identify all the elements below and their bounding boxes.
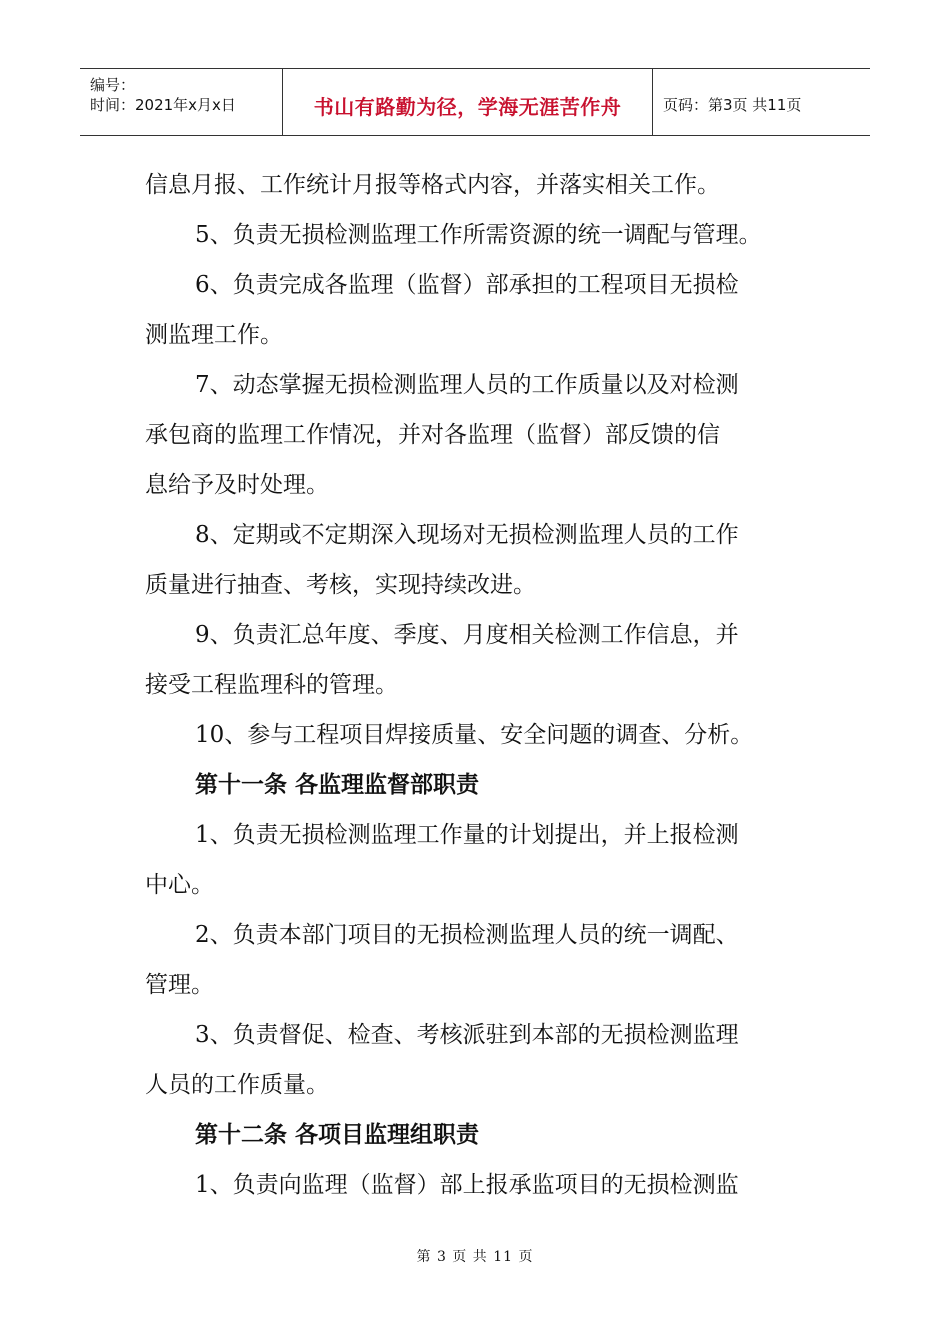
body-line: 质量进行抽查、考核，实现持续改进。 [145,572,536,598]
document-number-label: 编号： [90,76,136,94]
body-line: 1、负责无损检测监理工作量的计划提出，并上报检测 [195,822,739,848]
body-line: 1、负责向监理（监督）部上报承监项目的无损检测监 [195,1172,739,1198]
body-line: 7、动态掌握无损检测监理人员的工作质量以及对检测 [195,372,739,398]
body-line: 测监理工作。 [145,322,283,348]
section-heading: 第十二条 各项目监理组职责 [195,1121,480,1148]
document-body [145,160,810,1210]
body-line: 3、负责督促、检查、考核派驻到本部的无损检测监理 [195,1022,739,1048]
section-heading: 第十一条 各监理监督部职责 [195,771,480,798]
body-line: 息给予及时处理。 [145,472,329,498]
body-line: 信息月报、工作统计月报等格式内容，并落实相关工作。 [145,172,720,198]
header-motto-cell [283,69,653,135]
body-line: 8、定期或不定期深入现场对无损检测监理人员的工作 [195,522,739,548]
body-line: 接受工程监理科的管理。 [145,672,398,698]
page-header [80,68,870,136]
body-line: 2、负责本部门项目的无损检测监理人员的统一调配、 [195,922,739,948]
body-line: 10、参与工程项目焊接质量、安全问题的调查、分析。 [195,722,754,748]
body-line: 中心。 [145,872,214,898]
header-motto: 书山有路勤为径，学海无涯苦作舟 [313,94,622,119]
body-line: 5、负责无损检测监理工作所需资源的统一调配与管理。 [195,222,762,248]
body-line: 9、负责汇总年度、季度、月度相关检测工作信息，并 [195,622,739,648]
header-page-cell [653,69,870,135]
body-line: 人员的工作质量。 [145,1072,329,1098]
body-line: 6、负责完成各监理（监督）部承担的工程项目无损检 [195,272,739,298]
document-date-label: 时间：2021年x月x日 [90,96,236,114]
header-meta-cell [80,69,283,135]
body-line: 管理。 [145,972,214,998]
body-line: 承包商的监理工作情况，并对各监理（监督）部反馈的信 [145,422,720,448]
page-footer: 第 3 页 共 11 页 [416,1249,534,1265]
header-page-number: 页码：第3页 共11页 [663,95,802,114]
